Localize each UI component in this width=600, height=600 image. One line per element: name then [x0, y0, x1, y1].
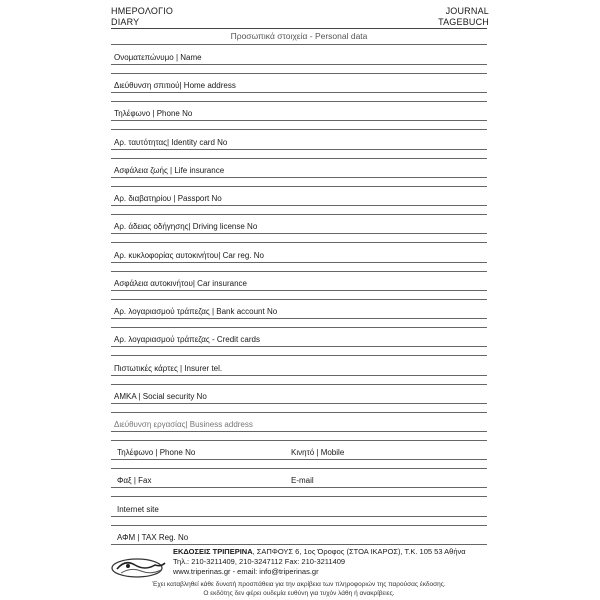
write-line[interactable] — [111, 355, 487, 356]
header-left — [111, 6, 173, 28]
write-line[interactable] — [111, 375, 487, 376]
field-credit-cards: Αρ. λογαριασμού τράπεζας - Credit cards — [114, 335, 260, 344]
disclaimer-line: Έχει καταβληθεί κάθε δυνατή προσπάθεια για την ακρίβεια των πληροφοριών της παρούσας έκδοσης. — [152, 581, 446, 588]
header-right — [438, 6, 489, 28]
section-title: Προσωπικά στοιχεία - Personal data — [230, 31, 368, 41]
header-title-german: TAGEBUCH — [438, 17, 489, 27]
write-line[interactable] — [111, 120, 487, 121]
field-car-insurance: Ασφάλεια αυτοκινήτου| Car insurance — [114, 279, 247, 288]
field-social-security: ΑΜΚΑ | Social security No — [114, 392, 207, 401]
write-line[interactable] — [111, 496, 487, 497]
write-line[interactable] — [111, 214, 487, 215]
write-line[interactable] — [111, 525, 487, 526]
publisher-info — [173, 547, 466, 577]
disclaimer — [111, 581, 487, 598]
write-line[interactable] — [111, 64, 487, 65]
publisher-web: www.triperinas.gr - email: info@triperinas.gr — [173, 567, 319, 576]
write-line[interactable] — [111, 346, 487, 347]
triperinas-logo-icon — [111, 555, 169, 579]
field-passport: Αρ. διαβατηρίου | Passport No — [114, 194, 222, 203]
write-line[interactable] — [111, 73, 487, 74]
write-line[interactable] — [111, 177, 487, 178]
write-line[interactable] — [111, 487, 487, 488]
field-tax-reg: ΑΦΜ | TAX Reg. No — [117, 533, 189, 542]
write-line[interactable] — [111, 262, 487, 263]
header-divider — [111, 28, 487, 29]
write-line[interactable] — [111, 318, 487, 319]
write-line[interactable] — [111, 459, 487, 460]
field-home-address: Διεύθυνση σπιτιού| Home address — [114, 81, 236, 90]
write-line[interactable] — [111, 149, 487, 150]
field-bank-account: Αρ. λογαριασμού τράπεζας | Bank account No — [114, 307, 278, 316]
write-line[interactable] — [111, 242, 487, 243]
write-line[interactable] — [111, 412, 487, 413]
field-life-insurance: Ασφάλεια ζωής | Life insurance — [114, 166, 225, 175]
write-line[interactable] — [111, 101, 487, 102]
write-line[interactable] — [111, 290, 487, 291]
write-line[interactable] — [111, 158, 487, 159]
write-line[interactable] — [111, 327, 487, 328]
header-title-english: DIARY — [111, 17, 140, 27]
write-line[interactable] — [111, 384, 487, 385]
publisher-name: ΕΚΔΟΣΕΙΣ ΤΡΙΠΕΡΙΝΑ — [173, 547, 253, 556]
header-title-french: JOURNAL — [445, 6, 489, 16]
field-car-reg: Αρ. κυκλοφορίας αυτοκινήτου| Car reg. No — [114, 251, 264, 260]
write-line[interactable] — [111, 440, 487, 441]
field-name: Ονοματεπώνυμο | Name — [114, 53, 202, 62]
write-line[interactable] — [111, 468, 487, 469]
divider-line — [111, 44, 487, 45]
field-insurer-tel: Πιστωτικές κάρτες | Insurer tel. — [114, 364, 223, 373]
field-fax: Φαξ | Fax — [117, 476, 152, 485]
write-line[interactable] — [111, 129, 487, 130]
field-mobile: Κινητό | Mobile — [291, 448, 345, 457]
write-line[interactable] — [111, 205, 487, 206]
publisher-address: , ΣΑΠΦΟΥΣ 6, 1ος Όροφος (ΣΤΟΑ ΙΚΑΡΟΣ), Τ.Κ. 105 53 Αθήνα — [252, 547, 466, 556]
publisher-phones: Τηλ.: 210-3211409, 210-3247112 Fax: 210-3211409 — [173, 557, 346, 566]
field-driving-license: Αρ. άδειας οδήγησης| Driving license No — [114, 222, 258, 231]
write-line[interactable] — [111, 403, 487, 404]
field-identity-card: Αρ. ταυτότητας| Identity card No — [114, 138, 228, 147]
field-business-address: Διεύθυνση εργασίας| Business address — [114, 420, 253, 429]
write-line[interactable] — [111, 544, 487, 545]
write-line[interactable] — [111, 271, 487, 272]
write-line[interactable] — [111, 233, 487, 234]
field-email: E-mail — [291, 476, 314, 485]
field-business-phone: Τηλέφωνο | Phone No — [117, 448, 196, 457]
disclaimer-line: Ο εκδότης δεν φέρει ουδεμία ευθύνη για τυχόν λάθη ή ανακρίβειες. — [203, 589, 395, 597]
write-line[interactable] — [111, 516, 487, 517]
field-phone: Τηλέφωνο | Phone No — [114, 109, 193, 118]
header-title-greek: ΗΜΕΡΟΛΟΓΙΟ — [111, 6, 174, 16]
write-line[interactable] — [111, 92, 487, 93]
write-line[interactable] — [111, 431, 487, 432]
write-line[interactable] — [111, 299, 487, 300]
write-line[interactable] — [111, 186, 487, 187]
field-internet-site: Internet site — [117, 505, 159, 514]
